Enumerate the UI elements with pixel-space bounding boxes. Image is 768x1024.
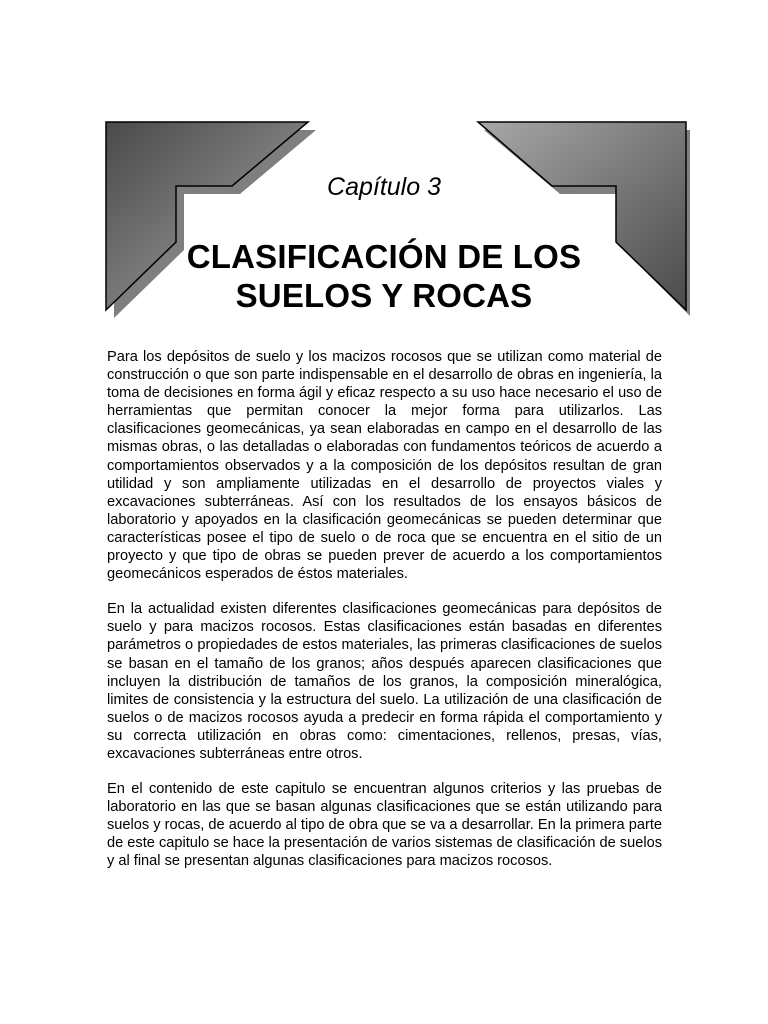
page-title-line-1: CLASIFICACIÓN DE LOS <box>186 238 582 275</box>
paragraph-2: En la actualidad existen diferentes clasificaciones geomecánicas para depósitos de suelo y para macizos rocosos. Estas clasificaciones están basadas en diferentes parámetros o propiedades de estos materiales, las primeras clasificaciones de suelos se basan en el tamaño de los granos; años después aparecen clasificaciones que incluyen la distribución de tamaños de los granos, la composición mineralógica, limites de consistencia y la estructura del suelo. La utilización de una clasificación de suelos o de macizos rocosos ayuda a predecir en forma rápida el comportamiento y su correcta utilización en obras como: cimentaciones, rellenos, presas, vías, excavaciones subterráneas entre otros. <box>107 601 662 762</box>
page-title <box>0 237 768 315</box>
chapter-label: Capítulo 3 <box>327 173 441 201</box>
body-text <box>107 348 662 888</box>
paragraph-3: En el contenido de este capitulo se encuentran algunos criterios y las pruebas de laboratorio en las que se basan algunas clasificaciones que se están utilizando para suelos y rocas, de acuerdo al tipo de obra que se va a desarrollar. En la primera parte de este capitulo se hace la presentación de varios sistemas de clasificación de suelos y al final se presentan algunas clasificaciones para macizos rocosos. <box>107 781 662 870</box>
page-title-line-2: SUELOS Y ROCAS <box>235 277 533 314</box>
paragraph-1: Para los depósitos de suelo y los macizos rocosos que se utilizan como material de construcción o que son parte indispensable en el desarrollo de obras en ingeniería, la toma de decisiones en forma ágil y eficaz respecto a su uso hace necesario el uso de herramientas que permitan conocer la mejor forma para utilizarlos. Las clasificaciones geomecánicas, ya sean elaboradas en campo en el desarrollo de las mismas obras, o las detalladas o elaboradas con fundamentos teóricos de acuerdo a comportamientos observados y a la composición de los depósitos resultan de gran utilidad y son ampliamente utilizadas en el desarrollo de proyectos viales y excavaciones subterráneas. Así con los resultados de los ensayos básicos de laboratorio y apoyados en la clasificación geomecánicas se pueden determinar que características posee el tipo de suelo o de roca que se encuentra en el sitio de un proyecto y que tipo de obras se pueden prever de acuerdo a los comportamientos geomecánicos esperados de éstos materiales. <box>107 349 662 583</box>
